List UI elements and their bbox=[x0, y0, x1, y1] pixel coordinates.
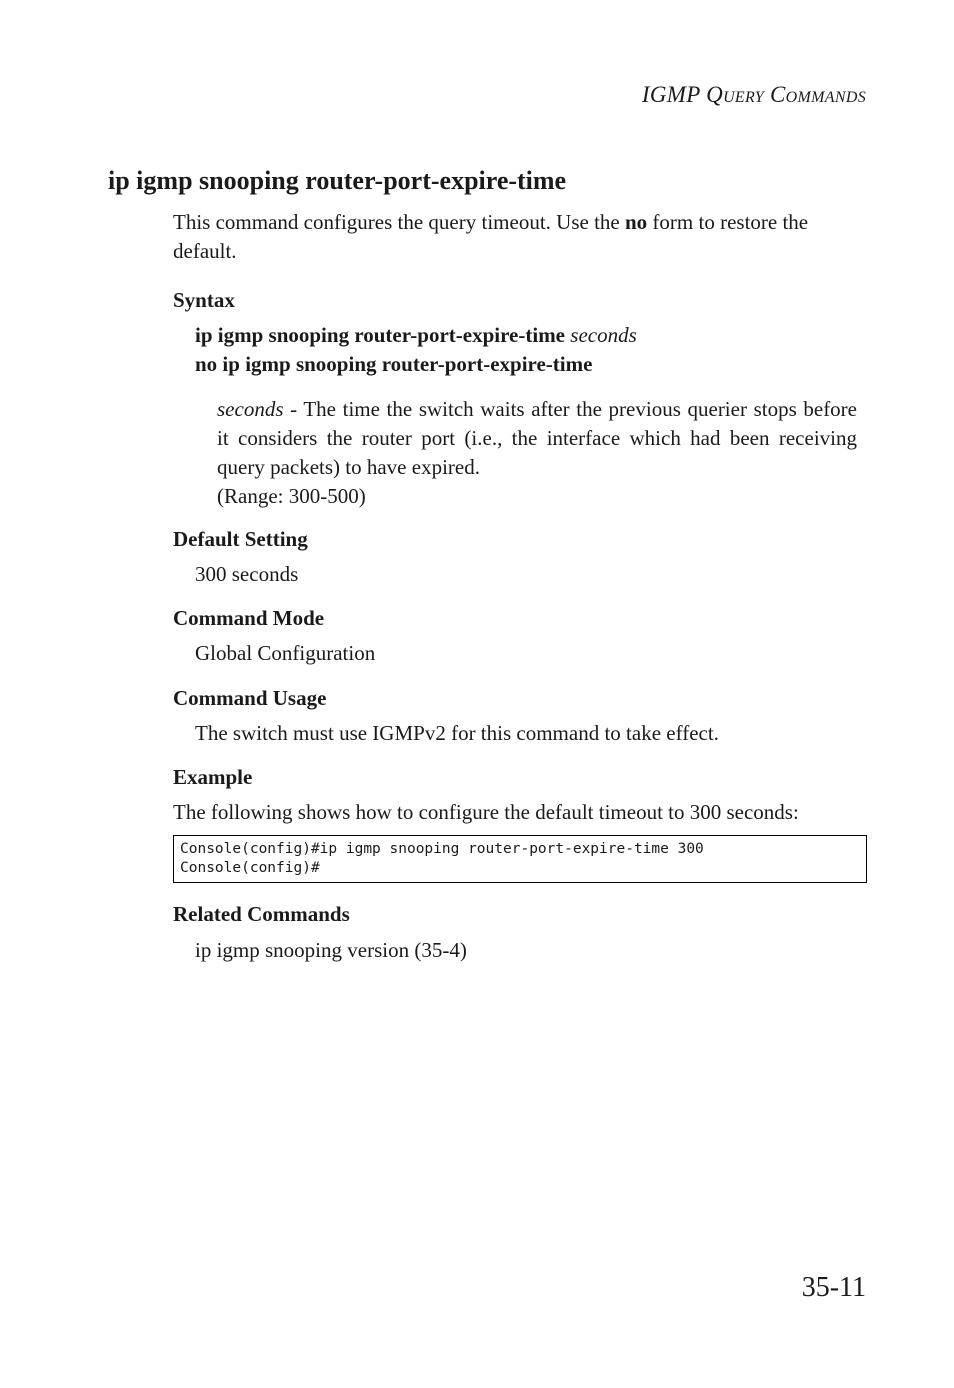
syntax-line-2: no ip igmp snooping router-port-expire-time bbox=[195, 352, 593, 376]
code-line-1: Console(config)#ip igmp snooping router-port-expire-time 300 bbox=[180, 841, 704, 857]
syntax-line-1 bbox=[195, 323, 637, 348]
syntax-param: seconds bbox=[570, 323, 637, 347]
related-commands-heading: Related Commands bbox=[173, 902, 350, 926]
page-number: 35-11 bbox=[801, 1272, 866, 1303]
code-line-2: Console(config)# bbox=[180, 860, 320, 876]
intro-text-before: This command configures the query timeout. Use the bbox=[173, 210, 625, 234]
example-code-block bbox=[173, 835, 867, 883]
command-description bbox=[173, 208, 863, 266]
parameter-description bbox=[217, 395, 857, 511]
intro-no-keyword: no bbox=[624, 210, 648, 234]
command-title: ip igmp snooping router-port-expire-time bbox=[108, 166, 567, 195]
default-setting-value: 300 seconds bbox=[195, 562, 299, 586]
default-setting-heading: Default Setting bbox=[173, 527, 308, 551]
syntax-command: ip igmp snooping router-port-expire-time bbox=[195, 323, 571, 347]
param-name: seconds bbox=[217, 397, 284, 421]
command-mode-heading: Command Mode bbox=[173, 606, 325, 630]
running-header: IGMP Query Commands bbox=[641, 82, 866, 107]
related-command-item: ip igmp snooping version (35-4) bbox=[195, 938, 467, 962]
intro-text-after: form to restore the default. bbox=[173, 210, 809, 263]
command-usage-heading: Command Usage bbox=[173, 686, 327, 710]
syntax-heading: Syntax bbox=[173, 288, 235, 312]
command-usage-text: The switch must use IGMPv2 for this command to take effect. bbox=[195, 721, 719, 745]
example-intro: The following shows how to configure the default timeout to 300 seconds: bbox=[173, 800, 799, 824]
param-range: (Range: 300-500) bbox=[217, 484, 366, 508]
param-desc: - The time the switch waits after the previous querier stops before it considers the router port (i.e., the interface which had been receiving query packets) to have expired. bbox=[217, 397, 857, 479]
command-mode-value: Global Configuration bbox=[195, 641, 376, 665]
example-heading: Example bbox=[173, 765, 253, 789]
